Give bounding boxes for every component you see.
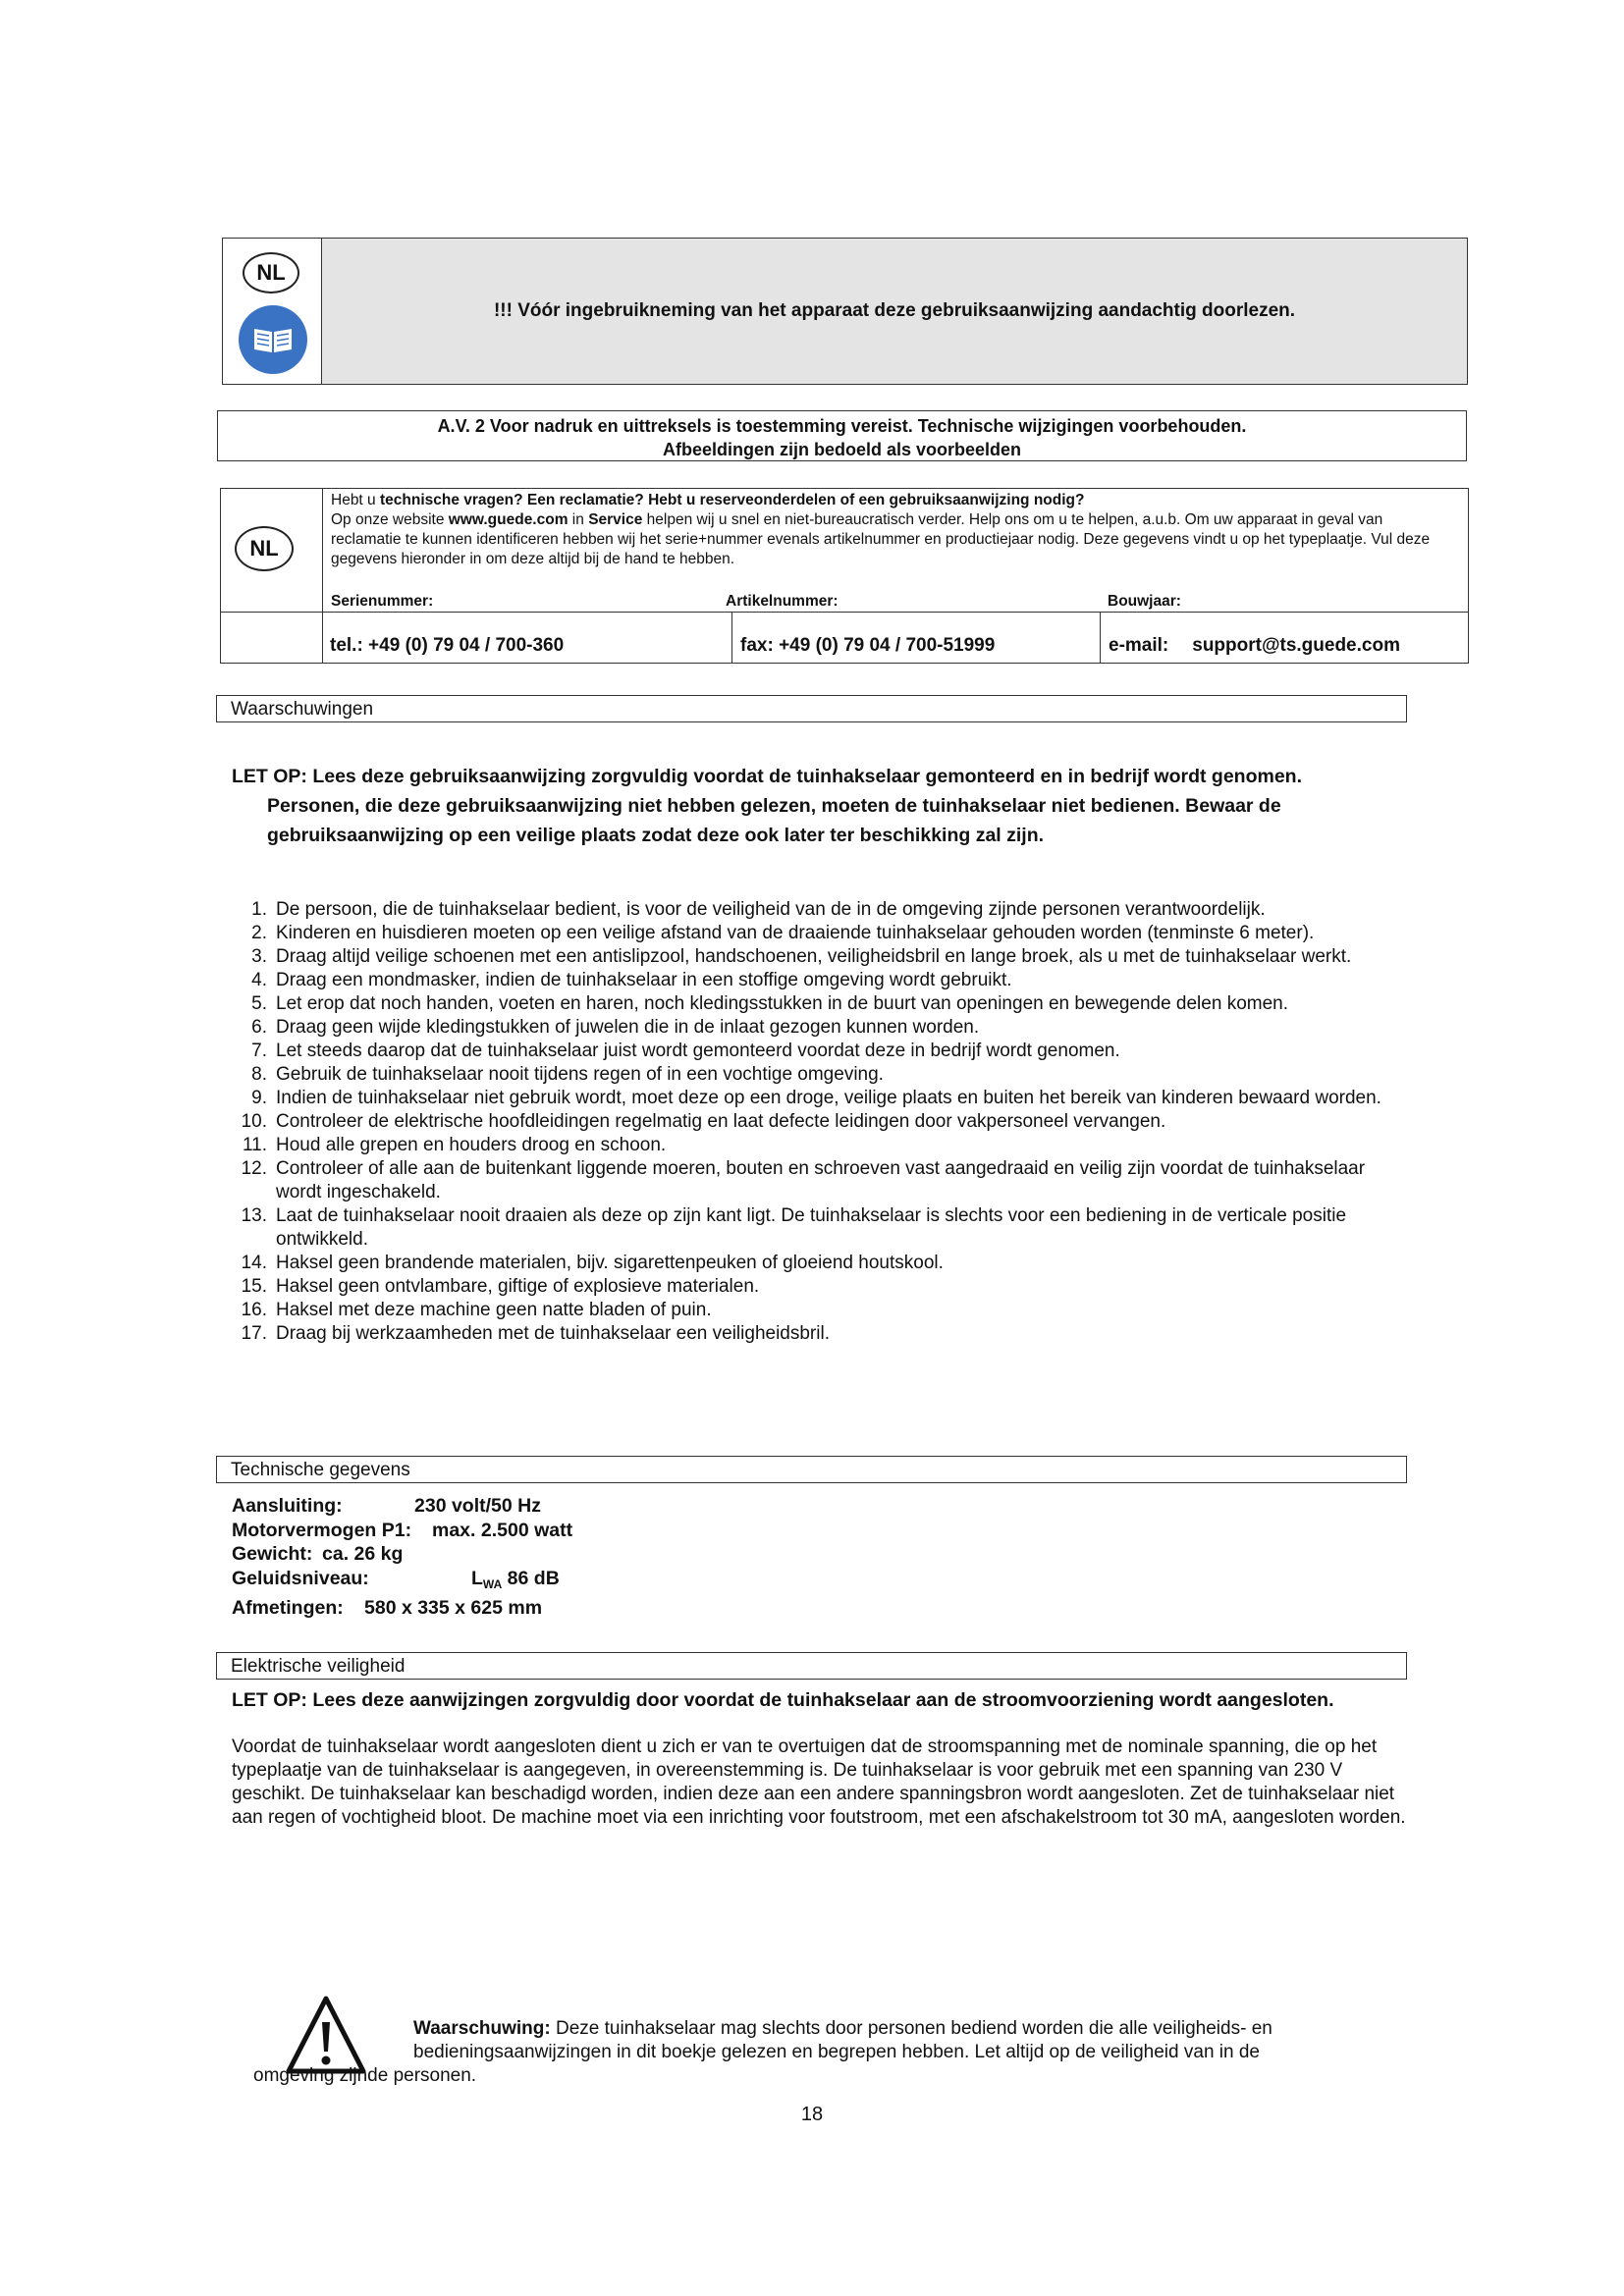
list-item: 12. Controleer of alle aan de buitenkant liggende moeren, bouten en schroeven vast aangedraaid en veilig zijn voordat de tuinhakselaar wordt ingeschakeld. <box>241 1158 1366 1202</box>
nl-language-badge: NL <box>243 252 299 294</box>
copyright-line-2: Afbeeldingen zijn bedoeld als voorbeelden <box>662 440 1022 459</box>
letop-line-2: Personen, die deze gebruiksaanwijzing niet hebben gelezen, moeten de tuinhakselaar niet bedienen. Bewaar de <box>267 795 1281 817</box>
service-explanation: helpen wij u snel en niet-bureaucratisch verder. Help ons om u te helpen, a.u.b. Om uw apparaat in geval van reclamatie te kunnen identificeren hebben wij het serie+nummer evenals artikelnummer en productiejaar nodig. Deze gegevens vindt u op het typeplaatje. Vul deze gegevens hieronder in om deze altijd bij de hand te hebben. <box>331 511 1431 567</box>
page-number: 18 <box>800 2104 824 2125</box>
serial-number-label: Serienummer: <box>331 593 434 610</box>
letop-line-3: gebruiksaanwijzing op een veilige plaats zodat deze ook later ter beschikking zal zijn. <box>267 825 1045 846</box>
warning-line-2: bedieningsaanwijzingen in dit boekje gelezen en begrepen hebben. Let altijd op de veiligheid van in de <box>413 2042 1260 2062</box>
service-info-box <box>220 488 1469 664</box>
email-cell <box>1100 613 1468 663</box>
email-label: e-mail: <box>1109 635 1169 656</box>
contact-row <box>322 613 1468 663</box>
read-manual-icon <box>239 305 307 374</box>
list-item: 5. Let erop dat noch handen, voeten en haren, noch kledingsstukken in de buurt van openingen en bewegende delen komen. <box>251 993 1289 1014</box>
header-instruction: !!! Vóór ingebruikneming van het apparaat deze gebruiksaanwijzing aandachtig doorlezen. <box>493 300 1296 321</box>
copyright-line-1: A.V. 2 Voor nadruk en uittreksels is toestemming vereist. Technische wijzigingen voorbehouden. <box>437 416 1247 436</box>
technical-data <box>232 1494 572 1621</box>
list-item: 1. De persoon, die de tuinhakselaar bedient, is voor de veiligheid van de in de omgeving zijnde personen verantwoordelijk. <box>251 899 1266 920</box>
list-item: 15. Haksel geen ontvlambare, giftige of explosieve materialen. <box>241 1276 760 1297</box>
tech-noise: Geluidsniveau: $L_{WA}$ 86 dB <box>232 1567 560 1591</box>
header-box <box>222 238 1468 385</box>
tech-connection: Aansluiting: 230 volt/50 Hz <box>232 1495 541 1517</box>
electrical-body: Voordat de tuinhakselaar wordt aangesloten dient u zich er van te overtuigen dat de stroomspanning met de nominale spanning, die op het typeplaatje van de tuinhakselaar is aangegeven, in overeenstemming is. De tuinhakselaar is voor gebruik met een spanning van 230 V geschikt. De tuinhakselaar kan beschadigd worden, indien deze aan een andere spanningsbron wordt aangesloten. Zet de tuinhakselaar niet aan regen of vochtigheid bloot. De machine moet via een inrichting voor foutstroom, met een afschakelstroom tot 30 mA, aangesloten worden. <box>232 1736 1406 1828</box>
build-year-label: Bouwjaar: <box>1108 593 1181 610</box>
electrical-heading: Elektrische veiligheid <box>216 1652 1407 1680</box>
list-item: 7. Let steeds daarop dat de tuinhakselaar juist wordt gemonteerd voordat deze in bedrijf wordt genomen. <box>251 1041 1120 1061</box>
tech-weight: Gewicht: ca. 26 kg <box>232 1543 404 1565</box>
fax-number: fax: +49 (0) 79 04 / 700-51999 <box>731 613 1100 663</box>
tech-dimensions: Afmetingen: 580 x 335 x 625 mm <box>232 1597 543 1619</box>
electrical-letop: LET OP: Lees deze aanwijzingen zorgvuldig door voordat de tuinhakselaar aan de stroomvoorziening wordt aangesloten. <box>232 1689 1334 1711</box>
service-info-text <box>331 491 1450 569</box>
website-in: in <box>568 511 589 528</box>
list-item: 4. Draag een mondmasker, indien de tuinhakselaar in een stoffige omgeving wordt gebruikt. <box>251 970 1012 990</box>
warning-label: Waarschuwing: <box>413 2018 551 2039</box>
article-number-label: Artikelnummer: <box>726 593 839 610</box>
tech-power: Motorvermogen P1: max. 2.500 watt <box>232 1519 573 1541</box>
website-intro: Op onze website <box>331 511 449 528</box>
list-item: 10. Controleer de elektrische hoofdleidingen regelmatig en laat defecte leidingen door vakpersoneel vervangen. <box>241 1111 1166 1132</box>
list-item: 6. Draag geen wijde kledingstukken of juwelen die in de inlaat gezogen kunnen worden. <box>251 1017 980 1038</box>
bottom-warning <box>253 2017 1392 2088</box>
question-prefix: Hebt u <box>331 492 380 508</box>
list-item: 11. Houd alle grepen en houders droog en schoon. <box>242 1135 667 1155</box>
copyright-notice <box>217 410 1467 461</box>
warnings-heading: Waarschuwingen <box>216 695 1407 722</box>
info-nl-badge: NL <box>235 526 294 571</box>
question-text: technische vragen? Een reclamatie? Hebt u reserveonderdelen of een gebruiksaanwijzing nodig? <box>379 492 1085 508</box>
phone-number: tel.: +49 (0) 79 04 / 700-360 <box>330 635 565 656</box>
service-label: Service <box>588 511 643 528</box>
list-item: 2. Kinderen en huisdieren moeten op een veilige afstand van de draaiende tuinhakselaar gehouden worden (tenminste 6 meter). <box>251 923 1315 943</box>
warning-line-3: omgeving zijnde personen. <box>253 2065 477 2086</box>
warning-line-1: Deze tuinhakselaar mag slechts door personen bediend worden die alle veiligheids- en <box>550 2018 1272 2039</box>
warnings-letop-paragraph <box>232 762 1410 850</box>
list-item: 9. Indien de tuinhakselaar niet gebruik wordt, moet deze op een droge, veilige plaats en buiten het bereik van kinderen bewaard worden. <box>251 1088 1381 1108</box>
safety-list <box>232 898 1410 1346</box>
website-link[interactable]: www.guede.com <box>448 511 568 528</box>
header-instruction-cell <box>322 239 1467 384</box>
list-item: 8. Gebruik de tuinhakselaar nooit tijdens regen of in een vochtige omgeving. <box>251 1064 884 1085</box>
list-item: 14. Haksel geen brandende materialen, bijv. sigarettenpeuken of gloeiend houtskool. <box>241 1253 944 1273</box>
header-icon-column <box>223 239 322 384</box>
list-item: 17. Draag bij werkzaamheden met de tuinhakselaar een veiligheidsbril. <box>241 1323 830 1344</box>
email-address[interactable]: support@ts.guede.com <box>1192 635 1400 656</box>
list-item: 13. Laat de tuinhakselaar nooit draaien als deze op zijn kant ligt. De tuinhakselaar is slechts voor een bediening in de verticale positie ontwikkeld. <box>241 1205 1347 1250</box>
letop-line-1: LET OP: Lees deze gebruiksaanwijzing zorgvuldig voordat de tuinhakselaar gemonteerd en in bedrijf wordt genomen. <box>232 766 1303 787</box>
technical-heading: Technische gegevens <box>216 1456 1407 1483</box>
list-item: 3. Draag altijd veilige schoenen met een antislipzool, handschoenen, veiligheidsbril en lange broek, als u met de tuinhakselaar werkt. <box>251 946 1352 967</box>
list-item: 16. Haksel met deze machine geen natte bladen of puin. <box>241 1300 712 1320</box>
